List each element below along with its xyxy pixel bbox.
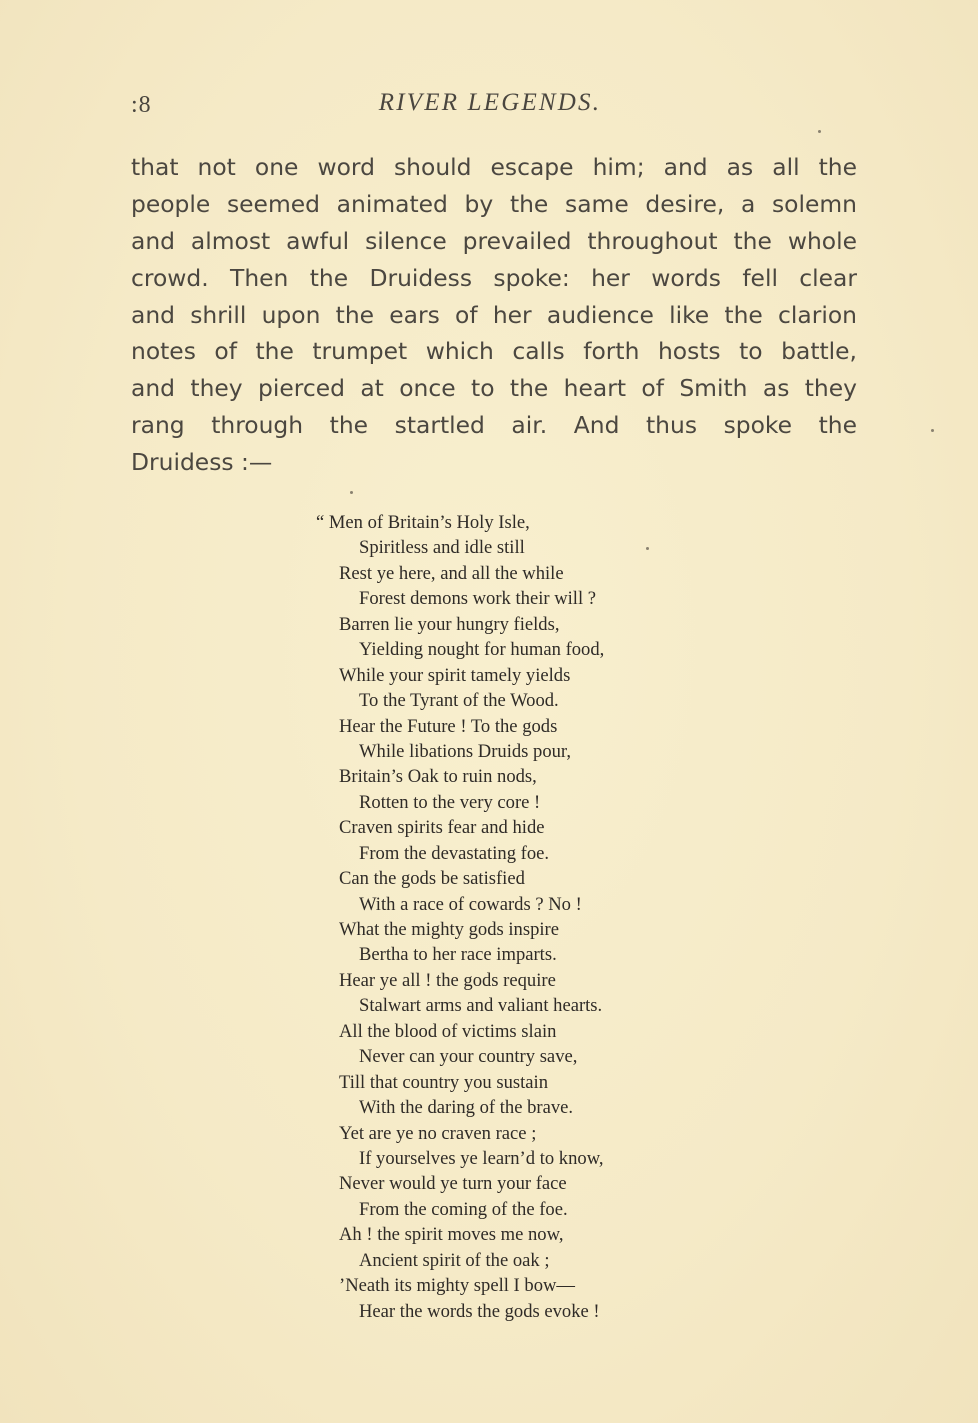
poem-line: Never would ye turn your face [339, 1173, 567, 1195]
poem-line: Craven spirits fear and hide [339, 817, 545, 839]
poem-line: With a race of cowards ? No ! [359, 893, 582, 915]
poem-line: What the mighty gods inspire [339, 919, 559, 940]
poem-line: Yet are ye no craven race ; [339, 1122, 537, 1144]
prose-line: Druidess :— [131, 448, 273, 477]
page-number: :8 [131, 92, 152, 118]
poem-line: Ancient spirit of the oak ; [359, 1249, 550, 1271]
poem-line: If yourselves ye learn’d to know, [359, 1147, 604, 1169]
poem-line: Yielding nought for human food, [359, 639, 605, 661]
poem-line: Can the gods be satisfied [339, 868, 525, 890]
poem-line: ’Neath its mighty spell I bow— [339, 1275, 576, 1297]
poem-line: Forest demons work their will ? [359, 588, 597, 610]
poem-stanza [316, 510, 686, 1324]
running-head: RIVER LEGENDS. [378, 89, 602, 116]
poem-line: With the daring of the brave. [359, 1097, 574, 1119]
poem-line: From the coming of the foe. [359, 1198, 568, 1220]
prose-line: that not one word should escape him; and as all the [131, 153, 857, 181]
poem-line: Ah ! the spirit moves me now, [339, 1224, 564, 1246]
poem-line: While your spirit tamely yields [339, 664, 571, 686]
prose-line: and shrill upon the ears of her audience like the clarion [131, 300, 857, 329]
poem-line: To the Tyrant of the Wood. [359, 690, 559, 712]
poem-line: “ Men of Britain’s Holy Isle, [316, 512, 530, 533]
poem-line: Hear ye all ! the gods require [339, 969, 556, 991]
print-speck [646, 547, 649, 550]
print-speck [350, 491, 353, 494]
poem-line: All the blood of victims slain [339, 1020, 557, 1042]
poem-line: Spiritless and idle still [359, 537, 525, 559]
poem-line: Bertha to her race imparts. [359, 944, 557, 966]
prose-line: notes of the trumpet which calls forth hosts to battle, [131, 337, 857, 366]
poem-line: Never can your country save, [359, 1046, 578, 1068]
prose-paragraph [131, 149, 857, 481]
poem-line: Britain’s Oak to ruin nods, [339, 766, 537, 788]
prose-line: people seemed animated by the same desire, a solemn [131, 189, 857, 218]
prose-line: crowd. Then the Druidess spoke: her words fell clear [131, 263, 857, 292]
poem-line: Hear the Future ! To the gods [339, 715, 558, 737]
poem-line: From the devastating foe. [359, 842, 550, 864]
prose-line: and almost awful silence prevailed throughout the whole [131, 226, 857, 255]
print-speck [818, 130, 821, 133]
poem-line: Barren lie your hungry fields, [339, 613, 560, 635]
poem-line: Till that country you sustain [339, 1071, 549, 1093]
poem-line: Stalwart arms and valiant hearts. [359, 995, 603, 1017]
print-speck [931, 429, 934, 432]
poem-line: Rotten to the very core ! [359, 791, 541, 813]
poem-line: Hear the words the gods evoke ! [359, 1300, 600, 1322]
poem-line: While libations Druids pour, [359, 740, 572, 762]
prose-line: and they pierced at once to the heart of Smith as they [131, 374, 857, 403]
prose-line: rang through the startled air. And thus spoke the [131, 411, 857, 440]
poem-line: Rest ye here, and all the while [339, 562, 564, 584]
